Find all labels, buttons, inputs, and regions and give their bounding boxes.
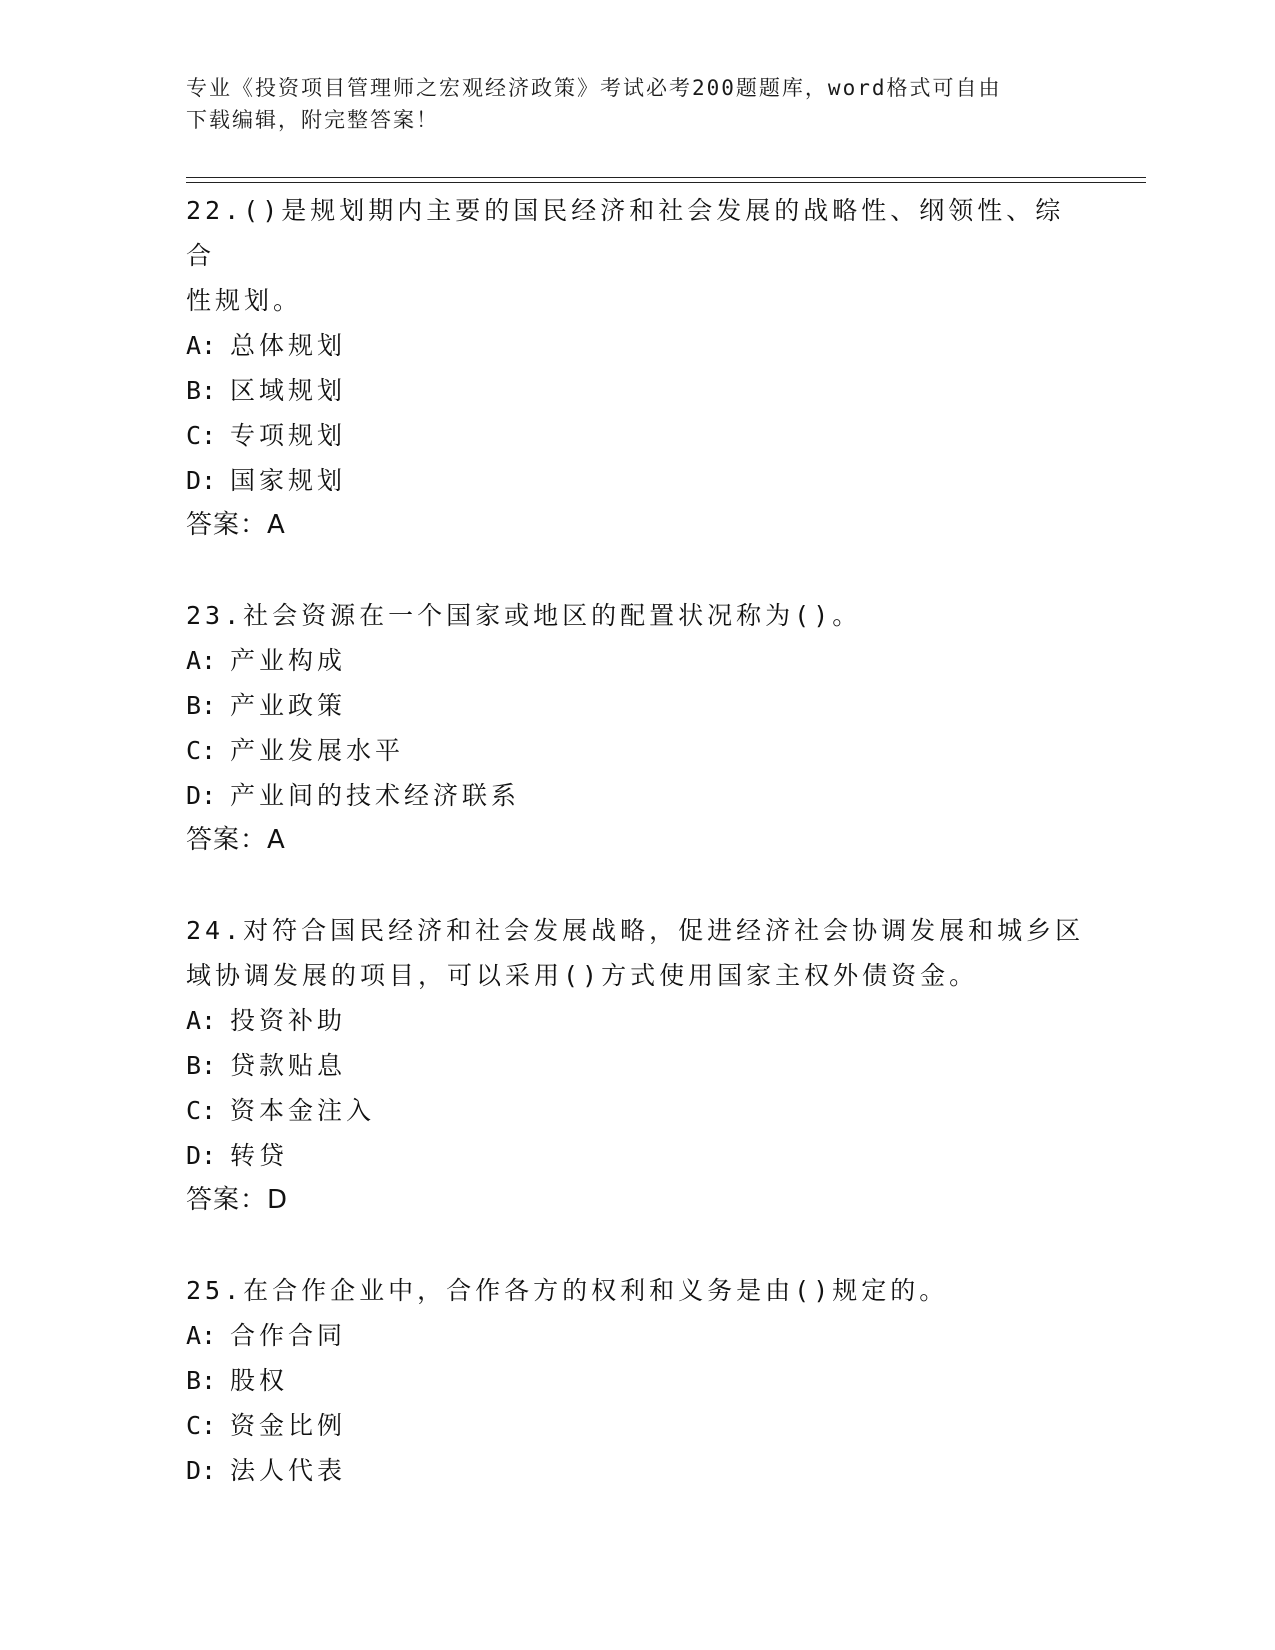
answer-line: 答案：D: [186, 1185, 289, 1215]
question-stem-line: 25.在合作企业中，合作各方的权利和义务是由()规定的。: [186, 1276, 949, 1305]
option-letter: C:: [186, 1096, 217, 1125]
option-b: [186, 368, 1086, 413]
question-stem-line: 24.对符合国民经济和社会发展战略，促进经济社会协调发展和城乡区: [186, 916, 1085, 945]
option-text: 贷款贴息: [230, 1051, 347, 1080]
option-letter: D:: [186, 1141, 217, 1170]
answer-line: 答案：A: [186, 825, 286, 855]
header-divider-bottom: [186, 182, 1146, 183]
option-text: 产业发展水平: [230, 736, 405, 765]
question-23: [186, 593, 1086, 863]
option-text: 法人代表: [230, 1456, 347, 1485]
option-text: 股权: [230, 1366, 289, 1395]
option-a: [186, 998, 1086, 1043]
option-d: [186, 773, 1086, 818]
option-text: 产业构成: [230, 646, 347, 675]
option-letter: C:: [186, 421, 217, 450]
option-letter: A:: [186, 331, 217, 360]
option-letter: C:: [186, 736, 217, 765]
option-text: 转贷: [230, 1141, 289, 1170]
option-letter: B:: [186, 376, 217, 405]
question-spacer: [186, 1223, 1086, 1268]
question-stem-line: 域协调发展的项目，可以采用()方式使用国家主权外债资金。: [186, 961, 979, 990]
question-spacer: [186, 863, 1086, 908]
answer-line: 答案：A: [186, 510, 286, 540]
option-c: [186, 413, 1086, 458]
option-text: 总体规划: [230, 331, 347, 360]
header-line-1: 专业《投资项目管理师之宏观经济政策》考试必考200题题库，word格式可自由: [186, 76, 1002, 100]
option-letter: B:: [186, 1366, 217, 1395]
option-text: 区域规划: [230, 376, 347, 405]
option-letter: D:: [186, 466, 217, 495]
option-a: [186, 638, 1086, 683]
option-letter: B:: [186, 1051, 217, 1080]
question-stem-line: 23.社会资源在一个国家或地区的配置状况称为()。: [186, 601, 862, 630]
option-b: [186, 1043, 1086, 1088]
option-letter: A:: [186, 1006, 217, 1035]
option-letter: D:: [186, 1456, 217, 1485]
option-a: [186, 323, 1086, 368]
option-text: 国家规划: [230, 466, 347, 495]
option-text: 合作合同: [230, 1321, 347, 1350]
option-d: [186, 1133, 1086, 1178]
question-stem-line: 性规划。: [186, 286, 303, 315]
question-24: [186, 908, 1086, 1223]
header-divider-top: [186, 177, 1146, 178]
option-d: [186, 458, 1086, 503]
option-d: [186, 1448, 1086, 1493]
option-text: 产业政策: [230, 691, 347, 720]
question-list: [186, 188, 1086, 1493]
question-spacer: [186, 548, 1086, 593]
document-header: [186, 72, 1066, 136]
option-a: [186, 1313, 1086, 1358]
option-letter: C:: [186, 1411, 217, 1440]
option-c: [186, 1403, 1086, 1448]
option-b: [186, 1358, 1086, 1403]
question-22: [186, 188, 1086, 548]
option-text: 资金比例: [230, 1411, 347, 1440]
option-text: 资本金注入: [230, 1096, 376, 1125]
option-letter: D:: [186, 781, 217, 810]
option-text: 产业间的技术经济联系: [230, 781, 521, 810]
question-stem-line: 22.()是规划期内主要的国民经济和社会发展的战略性、纲领性、综合: [186, 196, 1065, 270]
option-letter: B:: [186, 691, 217, 720]
option-letter: A:: [186, 1321, 217, 1350]
option-b: [186, 683, 1086, 728]
option-c: [186, 1088, 1086, 1133]
option-text: 专项规划: [230, 421, 347, 450]
option-letter: A:: [186, 646, 217, 675]
option-text: 投资补助: [230, 1006, 347, 1035]
option-c: [186, 728, 1086, 773]
question-25: [186, 1268, 1086, 1493]
header-line-2: 下载编辑，附完整答案！: [186, 108, 439, 132]
